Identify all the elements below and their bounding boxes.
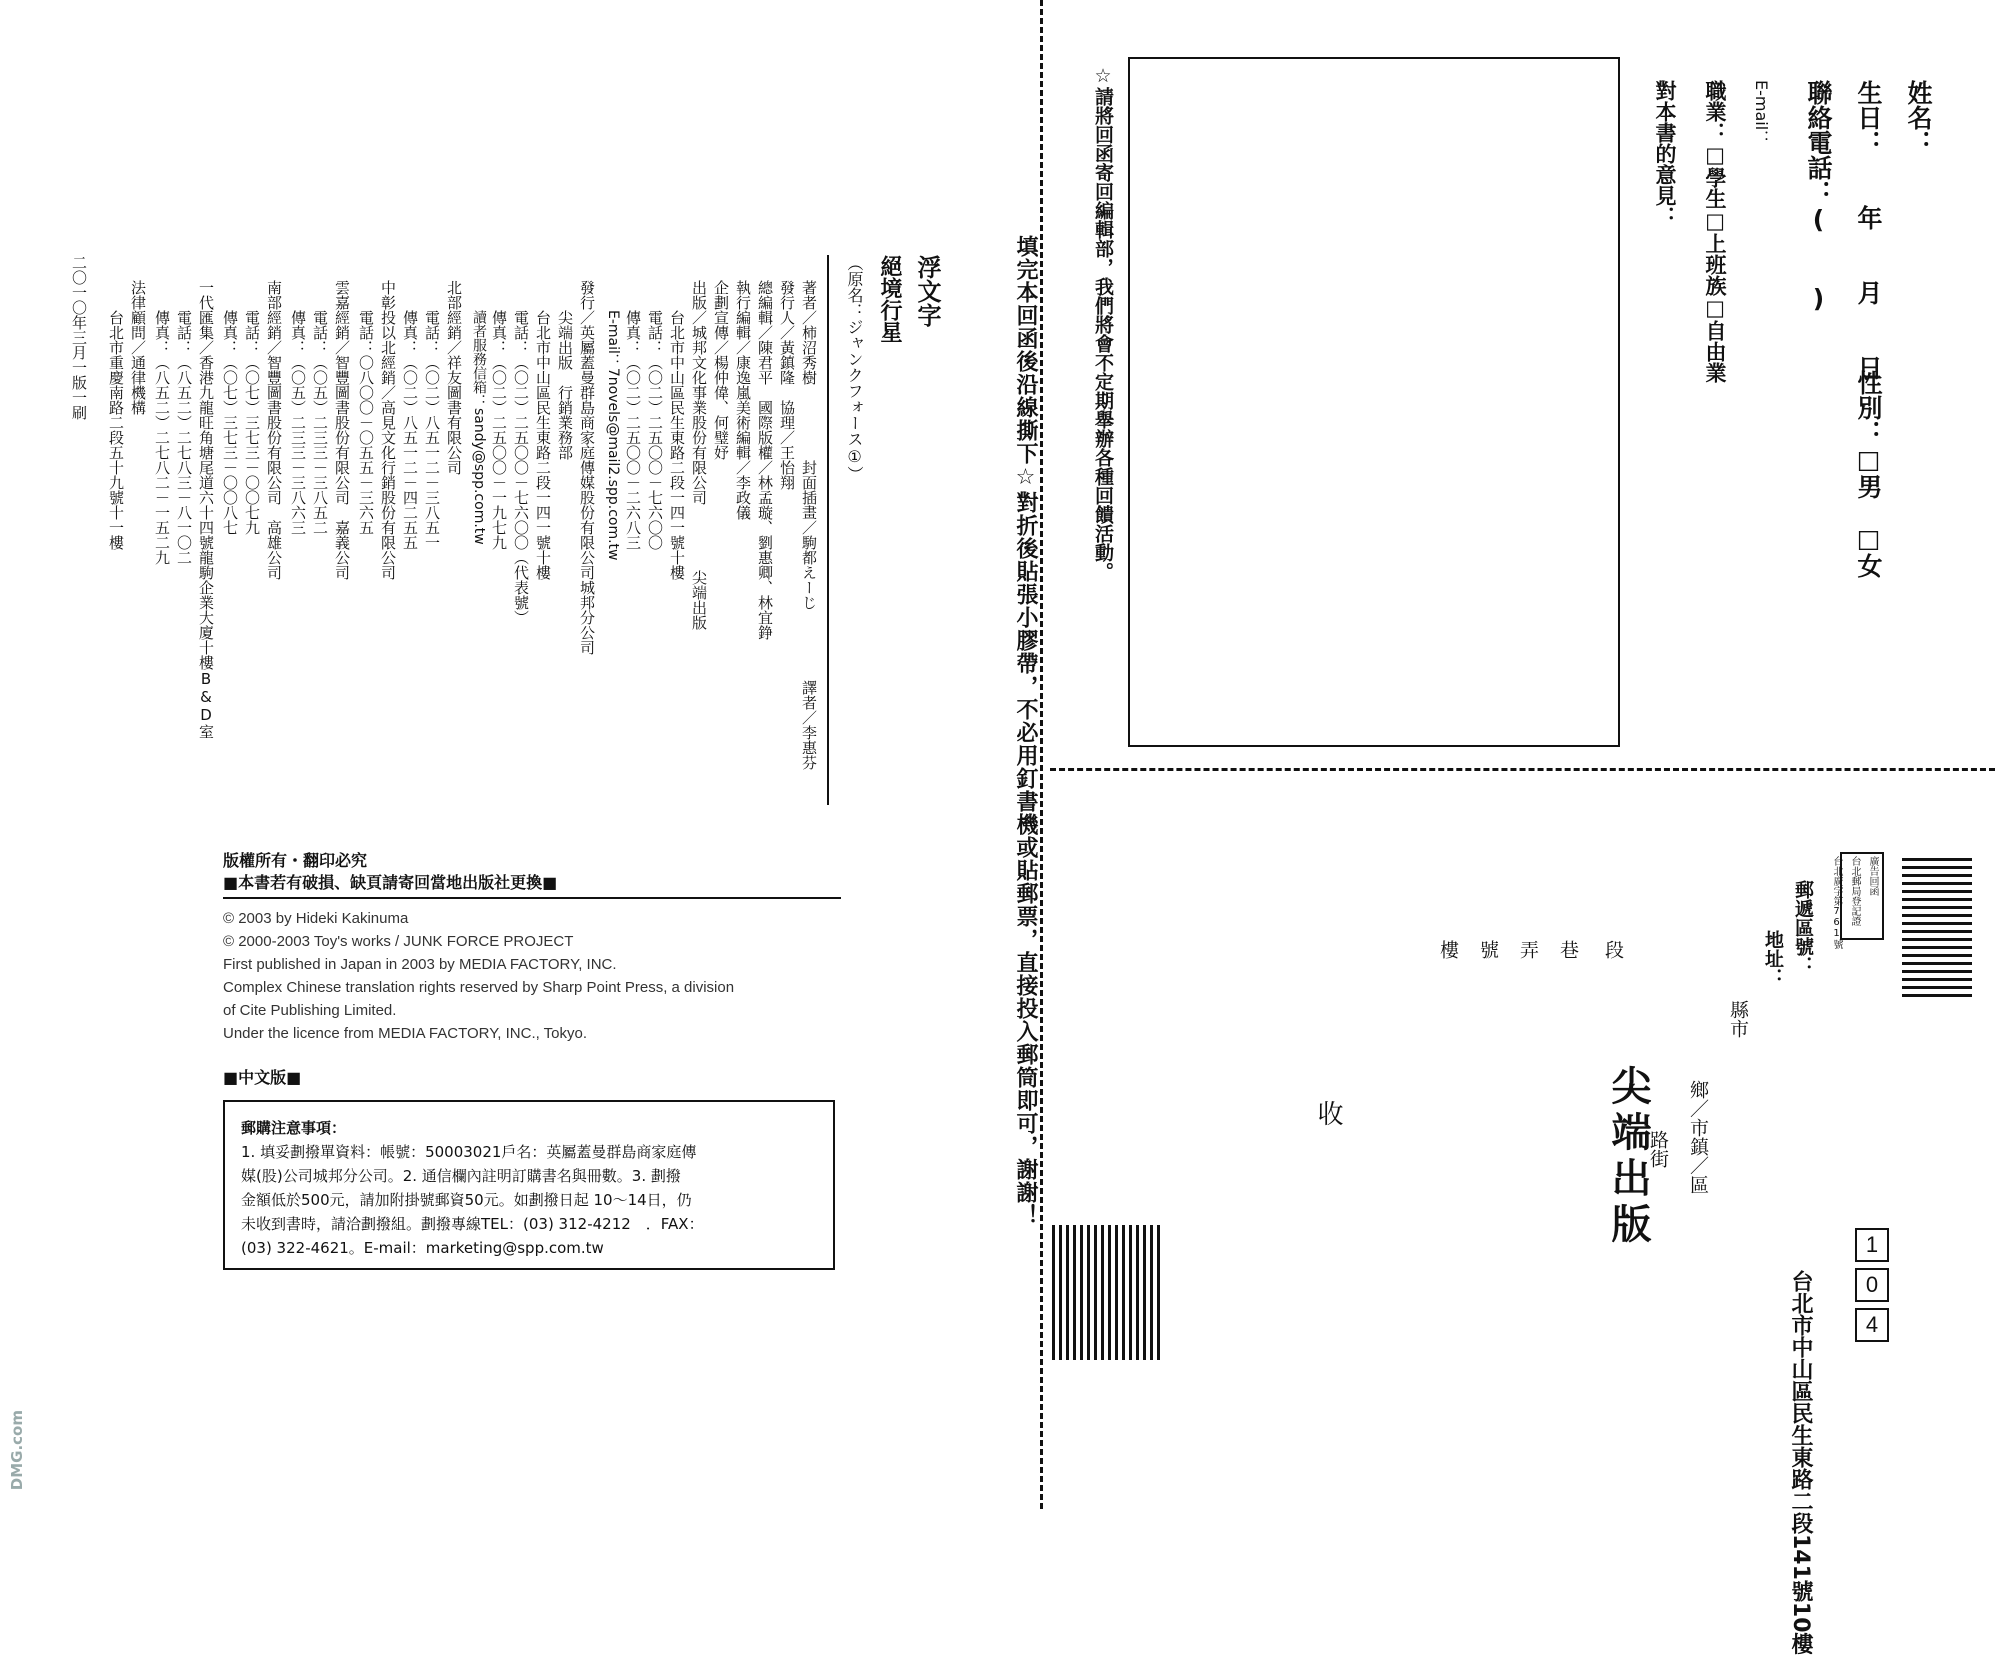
notice-divider xyxy=(223,897,841,899)
zip-digit: 4 xyxy=(1855,1308,1889,1342)
barcode-bar xyxy=(1066,1225,1069,1360)
credit-print-date: 二〇一〇年三月一版一刷 xyxy=(70,255,88,420)
zip-digit: 1 xyxy=(1855,1228,1889,1262)
barcode-top xyxy=(1902,858,1972,1282)
barcode-bar xyxy=(1129,1225,1132,1360)
divider xyxy=(827,255,829,805)
mail-order-line: (03) 322-4621。E-mail：marketing@spp.com.tw xyxy=(241,1239,604,1257)
barcode-bar xyxy=(1902,882,1972,885)
barcode-bar xyxy=(1101,1225,1104,1360)
permit-box xyxy=(1831,852,1884,949)
barcode-bar xyxy=(1902,914,1972,917)
barcode-bottom xyxy=(1052,1225,1160,1360)
credit-north-phone: 電話：（〇二）八五一二－三八五一 xyxy=(423,310,441,550)
credit-south: 南部經銷／智豐圖書股份有限公司 高雄公司 xyxy=(265,280,283,580)
barcode-bar xyxy=(1902,890,1972,893)
mail-order-line: 金額低於500元，請加附掛號郵資50元。如劃撥日起 10～14日，仍 xyxy=(241,1191,692,1209)
credit-hk: 一代匯集／香港九龍旺角塘尾道六十四號龍駒企業大廈十樓B&D室 xyxy=(197,280,215,739)
barcode-bar xyxy=(1052,1225,1055,1360)
credit-phone: 電話：（〇二）二五〇〇－七六〇〇 xyxy=(646,310,664,550)
credit-art-editor: 美術編輯／李政儀 xyxy=(734,400,752,520)
mail-order-line: 未收到書時，請洽劃撥組。劃撥專線TEL：(03) 312-4212 ．FAX： xyxy=(241,1215,704,1233)
original-title: （原名：ジャンクフォース①） xyxy=(845,255,864,482)
credit-legal-address: 台北市重慶南路二段五十九號十一樓 xyxy=(107,310,125,550)
barcode-bar xyxy=(1902,962,1972,965)
floor-field[interactable]: 樓 xyxy=(1437,940,1459,959)
credit-author: 著者／柿沼秀樹 xyxy=(800,280,818,385)
credit-address: 台北市中山區民生東路二段一四一號十樓 xyxy=(668,310,686,580)
mail-order-title: 郵購注意事項： xyxy=(241,1119,347,1137)
credit-sales-dept: 尖端出版 行銷業務部 xyxy=(556,310,574,460)
copyright-line: Under the licence from MEDIA FACTORY, INC., Tokyo. xyxy=(223,1025,588,1042)
credit-rights: 國際版權／林孟璇、劉惠卿、林宜錚 xyxy=(756,400,774,640)
barcode-bar xyxy=(1087,1225,1090,1360)
copyright-line: First published in Japan in 2003 by MEDIA FACTORY, INC. xyxy=(223,956,617,973)
barcode-bar xyxy=(1902,922,1972,925)
email-field[interactable]: E-mail： xyxy=(1752,80,1771,147)
book-title: 浮文字 xyxy=(913,255,941,327)
credit-press-name: 尖端出版 xyxy=(690,570,708,630)
barcode-bar xyxy=(1059,1225,1062,1360)
opinion-textarea[interactable] xyxy=(1128,57,1620,747)
permit-text: 廣告回函 xyxy=(1867,856,1878,896)
opinion-label: 對本書的意見： xyxy=(1653,80,1677,227)
barcode-bar xyxy=(1902,970,1972,973)
rights-notice: 版權所有・翻印必究 xyxy=(223,851,368,870)
copyright-line: Complex Chinese translation rights reserved by Sharp Point Press, a division xyxy=(223,979,735,996)
credit-chiayi-fax: 傳真：（〇五）二三三－三八六三 xyxy=(289,310,307,535)
zip-digit: 0 xyxy=(1855,1268,1889,1302)
barcode-bar xyxy=(1902,898,1972,901)
barcode-bar xyxy=(1073,1225,1076,1360)
receive-label: 收 xyxy=(1313,1100,1343,1126)
birthday-field[interactable]: 生日： 年 月 日 xyxy=(1854,80,1883,380)
county-field[interactable]: 縣市 xyxy=(1727,1000,1749,1038)
copyright-line: © 2003 by Hideki Kakinuma xyxy=(223,910,409,927)
barcode-bar xyxy=(1902,954,1972,957)
barcode-bar xyxy=(1150,1225,1153,1360)
mail-order-box xyxy=(223,1100,835,1270)
credit-chiayi-phone: 電話：（〇五）二三三－三八五二 xyxy=(311,310,329,535)
barcode-bar xyxy=(1902,946,1972,949)
edition-label: ■中文版■ xyxy=(223,1068,302,1087)
barcode-bar xyxy=(1902,874,1972,877)
gender-field[interactable]: 性別：□男 □女 xyxy=(1854,370,1883,578)
credit-marketing: 企劃宣傳／楊仲偉、何璧妤 xyxy=(712,280,730,460)
number-field[interactable]: 號 xyxy=(1477,940,1499,959)
credit-dist-fax: 傳真：（〇二）二五〇〇－一九七九 xyxy=(490,310,508,550)
barcode-bar xyxy=(1143,1225,1146,1360)
fold-instruction: 填完本回函後沿線撕下☆對折後貼張小膠帶，不必用釘書機或貼郵票，直接投入郵筒即可，謝謝！ xyxy=(1013,235,1038,1227)
credit-hk-fax: 傳真：（八五二）二七八二－一五二九 xyxy=(153,310,171,565)
section-field[interactable]: 段 xyxy=(1602,940,1624,959)
mail-order-line: 媒(股)公司城邦分公司。2. 通信欄內註明訂購書名與冊數。3. 劃撥 xyxy=(241,1167,681,1185)
cut-line-horizontal xyxy=(1050,768,1995,771)
credit-central: 中彰投以北經銷／高見文化行銷股份有限公司 xyxy=(379,280,397,580)
address-label: 地址： xyxy=(1762,930,1784,987)
permit-text: 台北郵局登記證 xyxy=(1849,856,1860,926)
name-field[interactable]: 姓名： xyxy=(1904,80,1933,155)
credit-distributor: 發行／英屬蓋曼群島商家庭傳媒股份有限公司城邦分公司 xyxy=(578,280,596,655)
phone-field[interactable]: 聯絡電話：( ) xyxy=(1804,80,1833,313)
recipient-name: 尖端出版 xyxy=(1605,1065,1651,1249)
barcode-bar xyxy=(1122,1225,1125,1360)
copyright-line: of Cite Publishing Limited. xyxy=(223,1002,397,1019)
barcode-bar xyxy=(1136,1225,1139,1360)
zip-code-label: 郵遞區號： xyxy=(1792,880,1814,975)
credit-editor: 執行編輯／康逸嵐 xyxy=(734,280,752,400)
credit-hk-phone: 電話：（八五二）二七八三－八一〇二 xyxy=(175,310,193,565)
credit-legal: 法律顧問／通律機構 xyxy=(129,280,147,415)
credit-dist-address: 台北市中山區民生東路二段一四一號十樓 xyxy=(534,310,552,580)
barcode-bar xyxy=(1902,994,1972,997)
barcode-bar xyxy=(1080,1225,1083,1360)
credit-north-fax: 傳真：（〇二）八五一二－四二五五 xyxy=(401,310,419,550)
zip-code-boxes xyxy=(1855,1228,1889,1342)
credit-chiayi: 雲嘉經銷／智豐圖書股份有限公司 嘉義公司 xyxy=(333,280,351,580)
mail-order-line: 1. 填妥劃撥單資料：帳號：50003021戶名：英屬蓋曼群島商家庭傳 xyxy=(241,1143,697,1161)
watermark-logo: DMG.com xyxy=(8,1410,26,1491)
lane-field[interactable]: 巷 xyxy=(1557,940,1579,959)
barcode-bar xyxy=(1902,906,1972,909)
credit-translator: 譯者／李惠芬 xyxy=(800,680,818,770)
credit-press: 出版／城邦文化事業股份有限公司 xyxy=(690,280,708,505)
permit-text: 台北廣字第761號 xyxy=(1831,856,1842,949)
credit-chief-editor: 總編輯／陳君平 xyxy=(756,280,774,385)
barcode-bar xyxy=(1157,1225,1160,1360)
barcode-bar xyxy=(1902,930,1972,933)
credit-cover-art: 封面插畫／駒都えーじ xyxy=(800,460,818,610)
damage-notice: ■本書若有破損、缺頁請寄回當地出版社更換■ xyxy=(223,873,558,892)
township-field[interactable]: 鄉／市鎮／區 xyxy=(1687,1080,1709,1194)
alley-field[interactable]: 弄 xyxy=(1517,940,1539,959)
barcode-bar xyxy=(1902,858,1972,861)
credit-dist-phone: 電話：（〇二）二五〇〇－七六〇〇（代表號） xyxy=(512,310,530,625)
credit-central-phone: 電話：〇八〇〇－〇五五－三六五 xyxy=(357,310,375,535)
credit-publisher: 發行人／黃鎮隆 xyxy=(778,280,796,385)
book-subtitle: 絕境行星 xyxy=(877,255,902,343)
barcode-bar xyxy=(1902,986,1972,989)
barcode-bar xyxy=(1094,1225,1097,1360)
barcode-bar xyxy=(1902,938,1972,941)
form-instruction: ☆請將回函寄回編輯部，我們將會不定期舉辦各種回饋活動。 xyxy=(1092,65,1114,581)
credit-south-phone: 電話：（〇七）三七三－〇〇七九 xyxy=(243,310,261,535)
credit-south-fax: 傳真：（〇七）三七三－〇〇八七 xyxy=(221,310,239,535)
barcode-bar xyxy=(1902,866,1972,869)
credit-service-email: 讀者服務信箱：sandy@spp.com.tw xyxy=(471,310,487,545)
credit-assistant: 協理／王怡翔 xyxy=(778,400,796,490)
recipient-address: 台北市中山區民生東路二段141號10樓 xyxy=(1788,1270,1813,1655)
copyright-line: © 2000-2003 Toy's works / JUNK FORCE PROJECT xyxy=(223,933,574,950)
barcode-bar xyxy=(1108,1225,1111,1360)
credit-north: 北部經銷／祥友圖書有限公司 xyxy=(445,280,463,475)
barcode-bar xyxy=(1115,1225,1118,1360)
road-field[interactable]: 路街 xyxy=(1647,1130,1669,1168)
credit-email: E-mail：7novels@mail2.spp.com.tw xyxy=(605,310,621,561)
barcode-bar xyxy=(1902,978,1972,981)
credit-fax: 傳真：（〇二）二五〇〇－二六八三 xyxy=(624,310,642,550)
occupation-field[interactable]: 職業：□學生□上班族□自由業 xyxy=(1703,80,1727,383)
